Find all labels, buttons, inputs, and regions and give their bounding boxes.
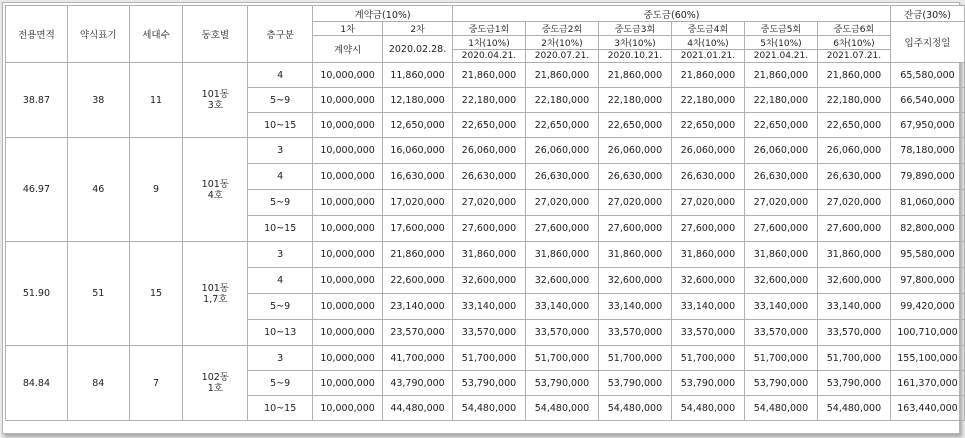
mid-payment-cell: 51,700,000: [671, 346, 744, 371]
type-cell: 46: [67, 138, 129, 242]
mid-payment-cell: 22,180,000: [817, 88, 890, 113]
mid-payment-cell: 53,790,000: [744, 371, 817, 396]
mid-payment-cell: 33,140,000: [525, 294, 598, 320]
mid-payment-cell: 33,140,000: [817, 294, 890, 320]
mid-payment-cell: 54,480,000: [817, 396, 890, 421]
mid-payment-cell: 21,860,000: [453, 63, 526, 88]
deposit1-cell: 10,000,000: [313, 113, 383, 138]
header-mid-name: 중도금6회: [817, 22, 890, 36]
mid-payment-cell: 33,140,000: [671, 294, 744, 320]
dong-ho-cell: [183, 346, 248, 421]
households-cell: 7: [129, 346, 183, 421]
header-deposit-date: 계약시: [313, 36, 383, 63]
header-floor-group: 층구분: [248, 6, 313, 63]
header-mid-date: 2021.07.21.: [817, 50, 890, 63]
floor-cell: 4: [248, 268, 313, 294]
header-mid-round: 4차(10%): [671, 36, 744, 50]
mid-payment-cell: 32,600,000: [744, 268, 817, 294]
floor-cell: 10~15: [248, 216, 313, 242]
deposit1-cell: 10,000,000: [313, 294, 383, 320]
header-mid-round: 6차(10%): [817, 36, 890, 50]
floor-cell: 4: [248, 164, 313, 190]
deposit1-cell: 10,000,000: [313, 346, 383, 371]
header-balance-date: 입주지정일: [890, 22, 964, 63]
header-mid-round: 3차(10%): [598, 36, 671, 50]
type-cell: 51: [67, 242, 129, 346]
deposit2-cell: 11,860,000: [383, 63, 453, 88]
deposit2-cell: 44,480,000: [383, 396, 453, 421]
mid-payment-cell: 33,140,000: [453, 294, 526, 320]
dong-label: 101동: [201, 89, 229, 100]
balance-cell: 79,890,000: [890, 164, 964, 190]
mid-payment-cell: 22,180,000: [744, 88, 817, 113]
balance-cell: 100,710,000: [890, 320, 964, 346]
mid-payment-cell: 33,140,000: [598, 294, 671, 320]
floor-cell: 3: [248, 242, 313, 268]
payment-schedule-table: [5, 5, 965, 421]
balance-cell: 67,950,000: [890, 113, 964, 138]
mid-payment-cell: 51,700,000: [525, 346, 598, 371]
mid-payment-cell: 53,790,000: [453, 371, 526, 396]
area-cell: 51.90: [6, 242, 68, 346]
header-mid-date: 2021.04.21.: [744, 50, 817, 63]
mid-payment-cell: 51,700,000: [817, 346, 890, 371]
deposit2-cell: 41,700,000: [383, 346, 453, 371]
mid-payment-cell: 53,790,000: [671, 371, 744, 396]
mid-payment-cell: 31,860,000: [744, 242, 817, 268]
mid-payment-cell: 54,480,000: [453, 396, 526, 421]
mid-payment-cell: 26,060,000: [453, 138, 526, 164]
type-cell: 38: [67, 63, 129, 138]
mid-payment-cell: 22,650,000: [525, 113, 598, 138]
ho-label: 4호: [207, 189, 223, 201]
mid-payment-cell: 26,060,000: [525, 138, 598, 164]
dong-label: 102동: [201, 372, 229, 383]
floor-cell: 5~9: [248, 294, 313, 320]
deposit1-cell: 10,000,000: [313, 242, 383, 268]
mid-payment-cell: 22,650,000: [598, 113, 671, 138]
balance-cell: 99,420,000: [890, 294, 964, 320]
mid-payment-cell: 33,570,000: [525, 320, 598, 346]
floor-cell: 5~9: [248, 88, 313, 113]
mid-payment-cell: 26,630,000: [598, 164, 671, 190]
mid-payment-cell: 26,060,000: [817, 138, 890, 164]
mid-payment-cell: 51,700,000: [453, 346, 526, 371]
mid-payment-cell: 22,180,000: [453, 88, 526, 113]
deposit2-cell: 12,650,000: [383, 113, 453, 138]
header-type: 약식표기: [67, 6, 129, 63]
mid-payment-cell: 31,860,000: [817, 242, 890, 268]
deposit2-cell: 21,860,000: [383, 242, 453, 268]
header-deposit-round: 2차: [383, 22, 453, 36]
type-cell: 84: [67, 346, 129, 421]
mid-payment-cell: 22,180,000: [671, 88, 744, 113]
deposit2-cell: 23,570,000: [383, 320, 453, 346]
mid-payment-cell: 21,860,000: [817, 63, 890, 88]
mid-payment-cell: 33,570,000: [598, 320, 671, 346]
dong-ho-cell: [183, 242, 248, 346]
mid-payment-cell: 26,060,000: [671, 138, 744, 164]
mid-payment-cell: 26,630,000: [744, 164, 817, 190]
mid-payment-cell: 27,020,000: [453, 190, 526, 216]
deposit1-cell: 10,000,000: [313, 371, 383, 396]
mid-payment-cell: 22,180,000: [598, 88, 671, 113]
header-mid-name: 중도금4회: [671, 22, 744, 36]
balance-cell: 95,580,000: [890, 242, 964, 268]
mid-payment-cell: 27,020,000: [744, 190, 817, 216]
area-cell: 46.97: [6, 138, 68, 242]
mid-payment-cell: 22,180,000: [525, 88, 598, 113]
dong-label: 101동: [201, 282, 229, 294]
floor-cell: 10~13: [248, 320, 313, 346]
mid-payment-cell: 33,570,000: [671, 320, 744, 346]
header-deposit-group: 계약금(10%): [313, 6, 453, 22]
deposit1-cell: 10,000,000: [313, 88, 383, 113]
header-mid-name: 중도금2회: [525, 22, 598, 36]
deposit2-cell: 16,060,000: [383, 138, 453, 164]
deposit2-cell: 17,020,000: [383, 190, 453, 216]
header-area: 전용면적: [6, 6, 68, 63]
table-row: [6, 346, 965, 371]
header-balance-group: 잔금(30%): [890, 6, 964, 22]
header-deposit-date: 2020.02.28.: [383, 36, 453, 63]
mid-payment-cell: 22,650,000: [817, 113, 890, 138]
header-mid-name: 중도금3회: [598, 22, 671, 36]
balance-cell: 97,800,000: [890, 268, 964, 294]
mid-payment-cell: 21,860,000: [671, 63, 744, 88]
balance-cell: 81,060,000: [890, 190, 964, 216]
mid-payment-cell: 27,600,000: [817, 216, 890, 242]
floor-cell: 4: [248, 63, 313, 88]
deposit2-cell: 23,140,000: [383, 294, 453, 320]
mid-payment-cell: 51,700,000: [598, 346, 671, 371]
header-mid-round: 5차(10%): [744, 36, 817, 50]
mid-payment-cell: 32,600,000: [525, 268, 598, 294]
mid-payment-cell: 27,600,000: [671, 216, 744, 242]
households-cell: 11: [129, 63, 183, 138]
households-cell: 9: [129, 138, 183, 242]
ho-label: 1호: [207, 383, 223, 394]
table-body: [6, 63, 965, 421]
deposit1-cell: 10,000,000: [313, 138, 383, 164]
deposit1-cell: 10,000,000: [313, 268, 383, 294]
mid-payment-cell: 54,480,000: [744, 396, 817, 421]
floor-cell: 10~15: [248, 396, 313, 421]
dong-ho-cell: [183, 63, 248, 138]
deposit1-cell: 10,000,000: [313, 320, 383, 346]
mid-payment-cell: 33,570,000: [453, 320, 526, 346]
header-households: 세대수: [129, 6, 183, 63]
table-header: [6, 6, 965, 63]
header-deposit-round: 1차: [313, 22, 383, 36]
area-cell: 84.84: [6, 346, 68, 421]
mid-payment-cell: 27,600,000: [525, 216, 598, 242]
mid-payment-cell: 32,600,000: [598, 268, 671, 294]
mid-payment-cell: 22,650,000: [744, 113, 817, 138]
deposit1-cell: 10,000,000: [313, 216, 383, 242]
deposit1-cell: 10,000,000: [313, 190, 383, 216]
ho-label: 1,7호: [203, 293, 228, 305]
mid-payment-cell: 26,630,000: [525, 164, 598, 190]
mid-payment-cell: 22,650,000: [671, 113, 744, 138]
mid-payment-cell: 53,790,000: [525, 371, 598, 396]
balance-cell: 65,580,000: [890, 63, 964, 88]
floor-cell: 3: [248, 138, 313, 164]
mid-payment-cell: 31,860,000: [453, 242, 526, 268]
mid-payment-cell: 21,860,000: [598, 63, 671, 88]
mid-payment-cell: 27,600,000: [744, 216, 817, 242]
mid-payment-cell: 27,020,000: [598, 190, 671, 216]
deposit1-cell: 10,000,000: [313, 164, 383, 190]
mid-payment-cell: 32,600,000: [671, 268, 744, 294]
floor-cell: 10~15: [248, 113, 313, 138]
mid-payment-cell: 54,480,000: [598, 396, 671, 421]
balance-cell: 163,440,000: [890, 396, 964, 421]
mid-payment-cell: 31,860,000: [598, 242, 671, 268]
mid-payment-cell: 26,060,000: [744, 138, 817, 164]
mid-payment-cell: 32,600,000: [453, 268, 526, 294]
mid-payment-cell: 22,650,000: [453, 113, 526, 138]
mid-payment-cell: 53,790,000: [598, 371, 671, 396]
mid-payment-cell: 33,140,000: [744, 294, 817, 320]
deposit1-cell: 10,000,000: [313, 63, 383, 88]
mid-payment-cell: 26,630,000: [671, 164, 744, 190]
mid-payment-cell: 21,860,000: [744, 63, 817, 88]
mid-payment-cell: 53,790,000: [817, 371, 890, 396]
dong-label: 101동: [201, 178, 229, 190]
dong-ho-cell: [183, 138, 248, 242]
mid-payment-cell: 51,700,000: [744, 346, 817, 371]
header-mid-group: 중도금(60%): [453, 6, 891, 22]
floor-cell: 3: [248, 346, 313, 371]
mid-payment-cell: 54,480,000: [671, 396, 744, 421]
deposit2-cell: 17,600,000: [383, 216, 453, 242]
mid-payment-cell: 33,570,000: [744, 320, 817, 346]
deposit1-cell: 10,000,000: [313, 396, 383, 421]
mid-payment-cell: 27,600,000: [598, 216, 671, 242]
header-mid-round: 1차(10%): [453, 36, 526, 50]
deposit2-cell: 22,600,000: [383, 268, 453, 294]
balance-cell: 78,180,000: [890, 138, 964, 164]
table-row: [6, 63, 965, 88]
balance-cell: 161,370,000: [890, 371, 964, 396]
households-cell: 15: [129, 242, 183, 346]
mid-payment-cell: 33,570,000: [817, 320, 890, 346]
mid-payment-cell: 31,860,000: [671, 242, 744, 268]
deposit2-cell: 43,790,000: [383, 371, 453, 396]
ho-label: 3호: [207, 100, 223, 111]
mid-payment-cell: 27,600,000: [453, 216, 526, 242]
balance-cell: 66,540,000: [890, 88, 964, 113]
header-mid-date: 2020.07.21.: [525, 50, 598, 63]
mid-payment-cell: 21,860,000: [525, 63, 598, 88]
mid-payment-cell: 27,020,000: [817, 190, 890, 216]
balance-cell: 155,100,000: [890, 346, 964, 371]
mid-payment-cell: 26,060,000: [598, 138, 671, 164]
header-mid-round: 2차(10%): [525, 36, 598, 50]
mid-payment-cell: 54,480,000: [525, 396, 598, 421]
header-mid-name: 중도금1회: [453, 22, 526, 36]
header-mid-name: 중도금5회: [744, 22, 817, 36]
mid-payment-cell: 32,600,000: [817, 268, 890, 294]
mid-payment-cell: 27,020,000: [525, 190, 598, 216]
table-row: [6, 242, 965, 268]
mid-payment-cell: 27,020,000: [671, 190, 744, 216]
mid-payment-cell: 26,630,000: [453, 164, 526, 190]
deposit2-cell: 16,630,000: [383, 164, 453, 190]
header-mid-date: 2020.10.21.: [598, 50, 671, 63]
area-cell: 38.87: [6, 63, 68, 138]
header-mid-date: 2020.04.21.: [453, 50, 526, 63]
floor-cell: 5~9: [248, 371, 313, 396]
deposit2-cell: 12,180,000: [383, 88, 453, 113]
header-unit-by-dong: 동호별: [183, 6, 248, 63]
mid-payment-cell: 31,860,000: [525, 242, 598, 268]
floor-cell: 5~9: [248, 190, 313, 216]
table-row: [6, 138, 965, 164]
mid-payment-cell: 26,630,000: [817, 164, 890, 190]
balance-cell: 82,800,000: [890, 216, 964, 242]
header-mid-date: 2021.01.21.: [671, 50, 744, 63]
